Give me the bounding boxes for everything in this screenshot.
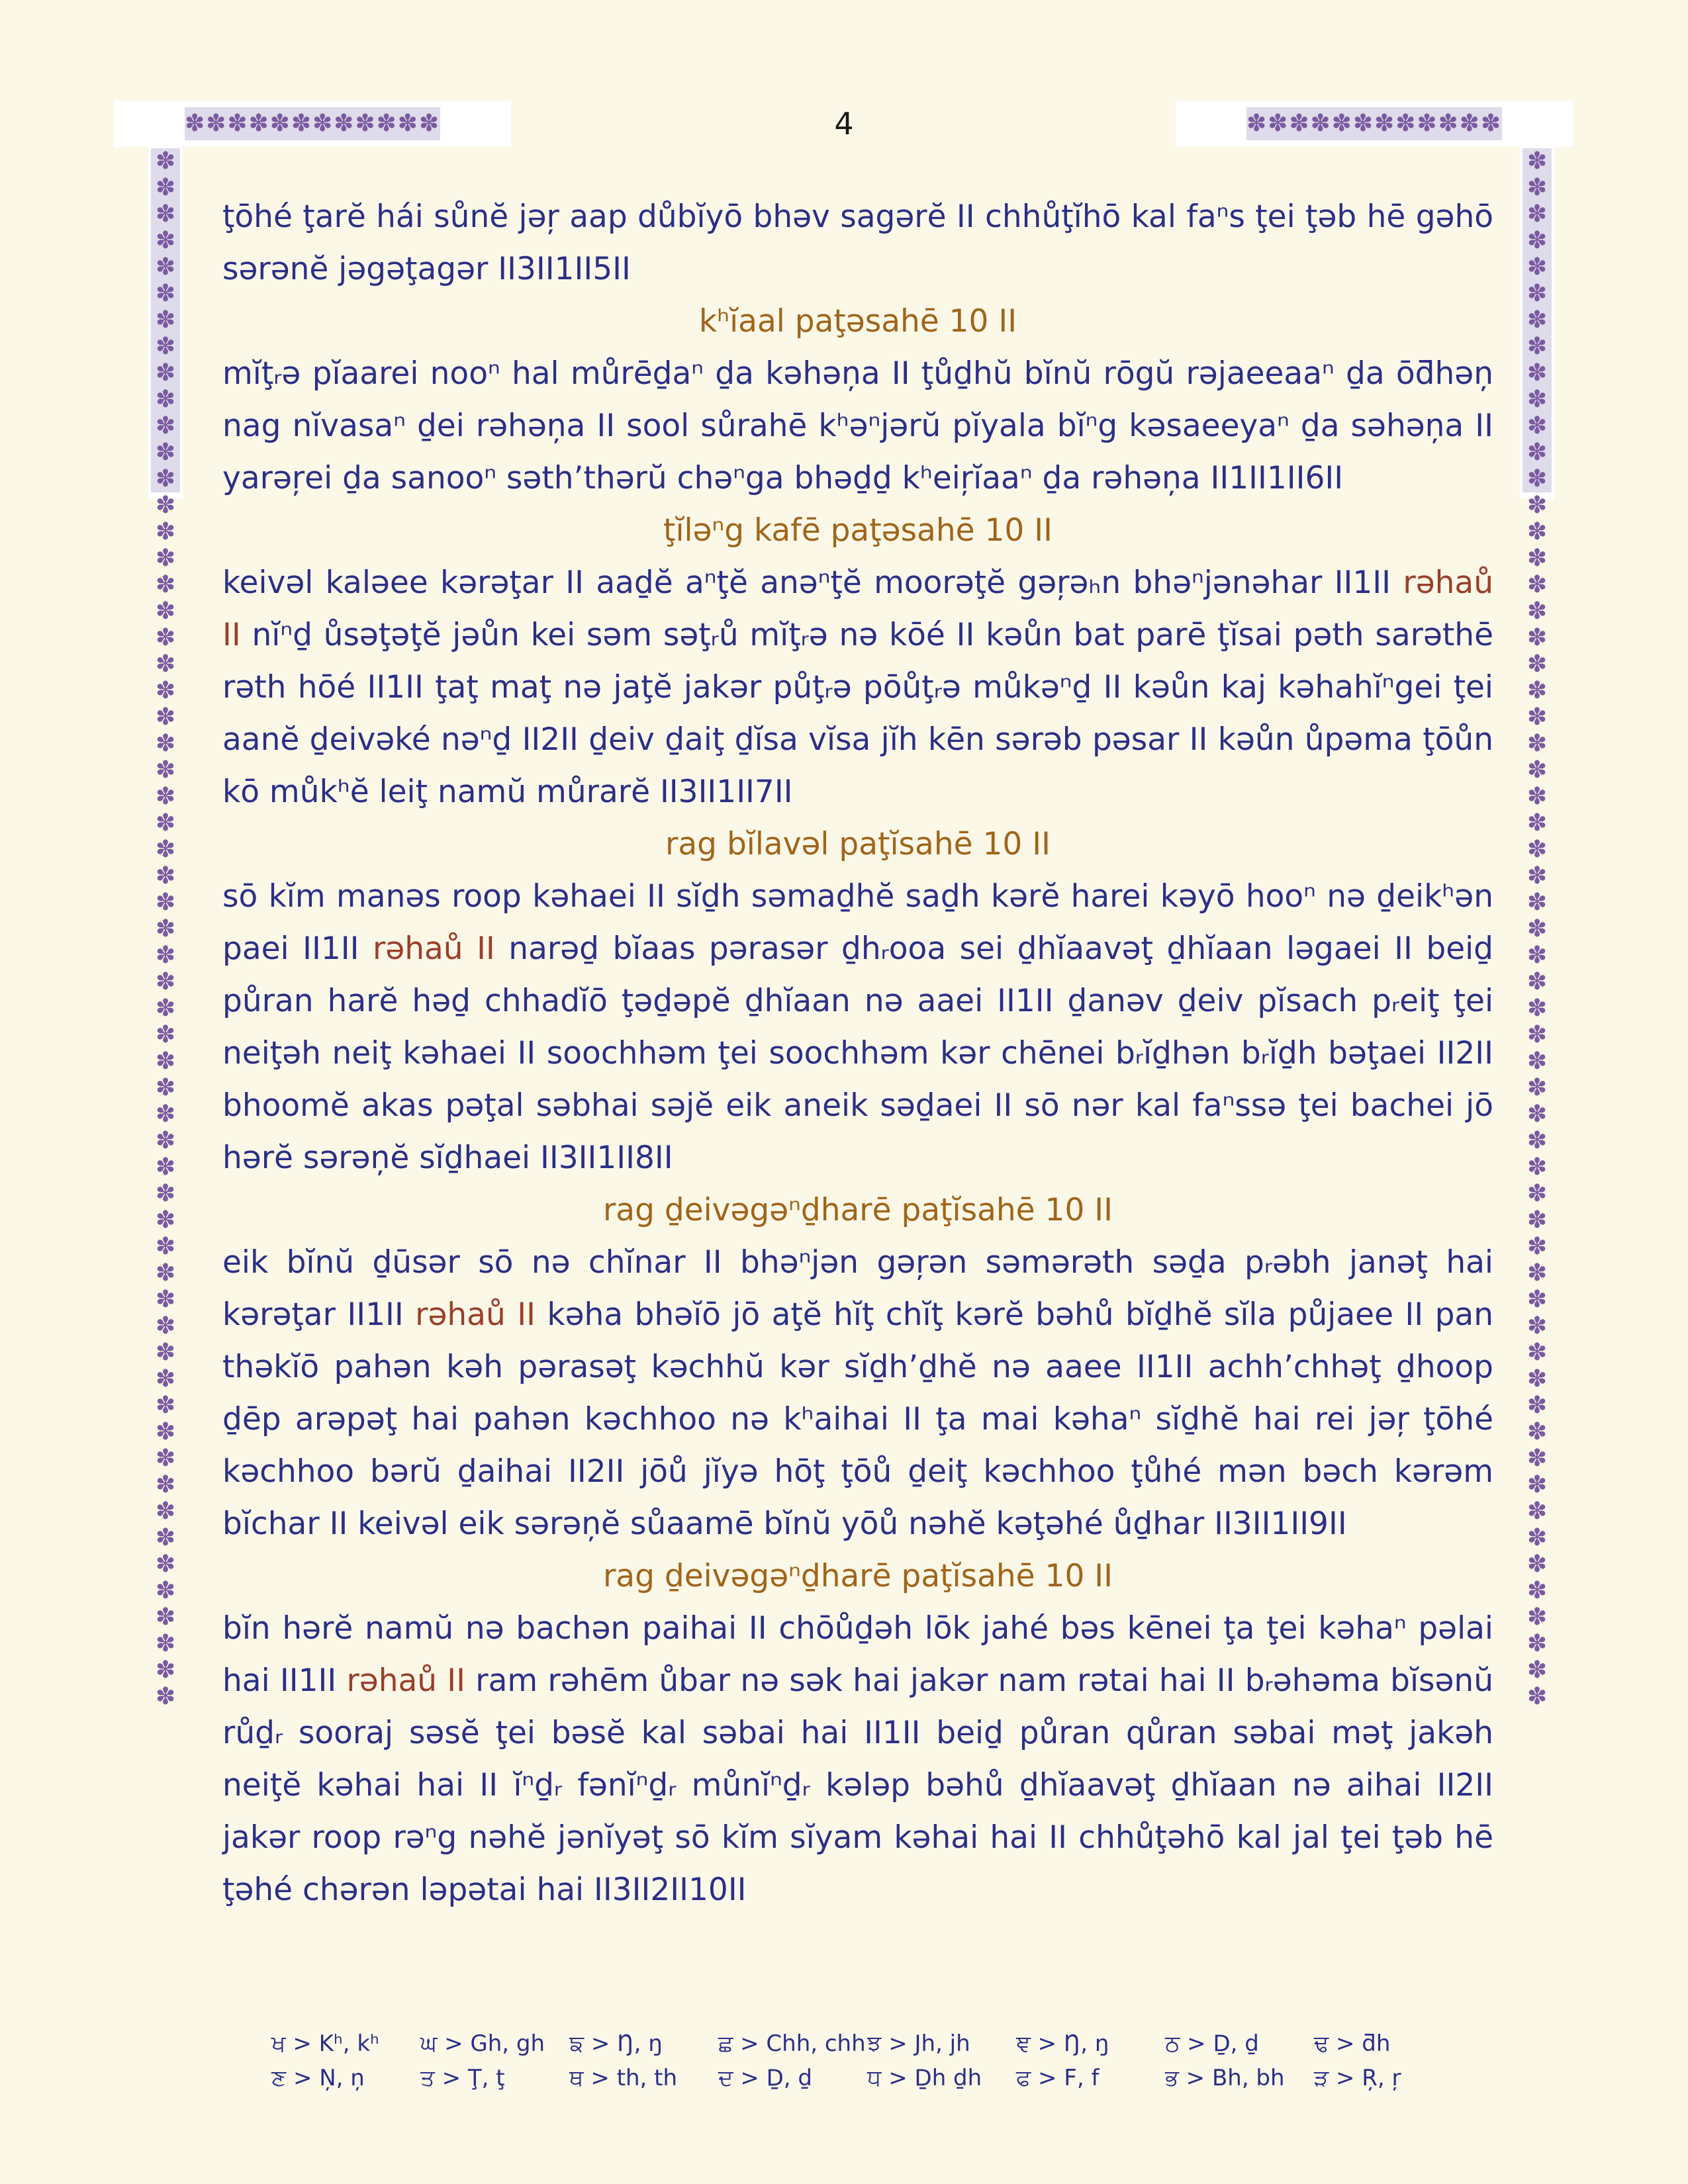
legend-item: ਫ > F, f (1016, 2065, 1100, 2091)
verse-text: ţōhé ţarĕ hái sůnĕ jəŗ aap důbĭyō bhəv sagərĕ II chhůţĭhō kal faⁿs ţei ţəb hē gəhō sərənĕ jəgəţagər II3II1II5II (222, 199, 1493, 287)
verse-text: mĭţᵣə pĭaarei nooⁿ hal můrēḏaⁿ ḏa kəhəņa II ţůḏhŭ bĭnŭ rōgŭ rəjaeeaaⁿ ḏa ōƌhəņ nag nĭvasaⁿ ḏei rəhəņa II sool sůrahē kʰəⁿjərŭ pĭyala bĭⁿg kəsaeeyaⁿ ḏa səhəņa II yarəŗei ḏa sanooⁿ səth’thərŭ chəⁿga bhəḏḏ kʰeiŗĭaaⁿ ḏa rəhəņa II1II1II6II (222, 355, 1493, 496)
border-ornament: ✽✽✽✽✽✽✽✽✽✽✽✽✽✽✽✽✽✽✽✽✽✽✽✽✽✽✽✽✽✽✽✽✽✽✽✽✽✽✽✽✽✽✽✽✽✽✽✽✽✽✽✽✽✽✽✽✽✽✽ (1523, 148, 1552, 492)
legend-item: ਤ > Ţ, ţ (420, 2065, 505, 2091)
legend-item: ਖ > Kʰ, kʰ (271, 2030, 379, 2057)
legend-item: ਢ > ƌh (1314, 2030, 1391, 2057)
section-heading: ţĭləⁿg kafē paţəsahē 10 II (663, 512, 1053, 549)
document-body (222, 191, 1493, 1916)
verse-paragraph (222, 191, 1493, 295)
verse-text: sō kĭm manəs roop kəhaei II sĭḏh səmaḏhĕ saḏh kərĕ harei kəyō hooⁿ nə ḏeikʰən paei II1II (222, 878, 1493, 967)
page-number: 4 (834, 106, 854, 142)
verse-text: bĭn hərĕ namŭ nə bachən paihai II chōůḏəh lōk jahé bəs kēnei ţa ţei kəhaⁿ pəlai hai II1II (222, 1610, 1493, 1699)
rahau-marker: rəhaů II (372, 931, 495, 967)
section-heading: rag ḏeivəgəⁿḏharē paţĭsahē 10 II (602, 1558, 1113, 1594)
legend-row (271, 2026, 1463, 2061)
transliteration-legend (271, 2026, 1463, 2095)
border-right (1520, 142, 1554, 1710)
rahau-marker: rəhaů II (415, 1297, 536, 1333)
section-heading: kʰĭaal paţəsahē 10 II (698, 303, 1017, 340)
legend-item: ਭ > Bh, bh (1165, 2065, 1285, 2091)
legend-item: ਞ > Ŋ, ŋ (1016, 2030, 1109, 2057)
verse-text: narəḏ bĭaas pərasər ḏhᵣooa sei ḏhĭaavəţ ḏhĭaan ləgaei II beiḏ půran harĕ həḏ chhadĭō ţəḏəpĕ ḏhĭaan nə aaei II1II ḏanəv ḏeiv pĭsach pᵣeiţ ţei neiţəh neiţ kəhaei II soochhəm ţei soochhəm kər chēnei bᵣĭḏhən bᵣĭḏh bəţaei II2II bhoomĕ akas pəţal səbhai səjĕ eik aneik səḏaei II sō nər kal faⁿssə ţei bachei jō hərĕ sərəņĕ sĭḏhaei II3II1II8II (222, 931, 1494, 1176)
legend-item: ਘ > Gh, gh (420, 2030, 545, 2057)
legend-item: ਧ > Ḏh ḏh (867, 2065, 982, 2091)
border-ornament: ✽✽✽✽✽✽✽✽✽✽✽✽✽✽✽✽✽✽✽✽✽✽✽✽✽✽✽✽✽✽✽✽✽✽✽✽✽✽✽✽✽✽✽✽✽✽✽✽✽✽✽✽✽✽✽✽✽✽✽ (151, 148, 180, 492)
verse-text: kəha bhəĭō jō aţĕ hĭţ chĭţ kərĕ bəhů bĭḏhĕ sĭla půjaee II pan thəkĭō pahən kəh pərasəţ kəchhŭ kər sĭḏh’ḏhĕ nə aaee II1II achh’chhəţ ḏhoop ḏēp arəpəţ hai pahən kəchhoo nə kʰaihai II ţa mai kəhaⁿ sĭḏhĕ hai rei jəŗ ţōhé kəchhoo bərŭ ḏaihai II2II jōů jĭyə hōţ ţōů ḏeiţ kəchhoo ţůhé mən bəch kərəm bĭchar II keivəl eik sərəņĕ sůaamē bĭnŭ yōů nəhĕ kəţəhé ůḏhar II3II1II9II (222, 1297, 1494, 1542)
legend-item: ਙ > Ŋ, ŋ (569, 2030, 663, 2057)
border-left (148, 142, 183, 1710)
rahau-marker: rəhaů II (346, 1662, 466, 1699)
verse-paragraph (222, 557, 1493, 818)
legend-item: ਝ > Jh, jh (867, 2030, 970, 2057)
verse-paragraph (222, 347, 1493, 504)
verse-paragraph (222, 1602, 1493, 1916)
legend-item: ੜ > Ŗ, ŗ (1314, 2065, 1401, 2091)
section-heading: rag ḏeivəgəⁿḏharē paţĭsahē 10 II (602, 1192, 1113, 1228)
verse-text: keivəl kaləee kərəţar II aaḏĕ aⁿţĕ anəⁿţĕ moorəţĕ gəŗəₕn bhəⁿjənəhar II1II (222, 565, 1403, 601)
border-ornament: ✽✽✽✽✽✽✽✽✽✽✽✽ (1246, 107, 1502, 140)
legend-item: ਠ > Ḏ, ḏ (1165, 2030, 1259, 2057)
rahau-marker: rəhaů II (222, 565, 1493, 653)
border-ornament: ✽✽✽✽✽✽✽✽✽✽✽✽ (185, 107, 440, 140)
verse-text: ram rəhēm ůbar nə sək hai jakər nam rətai hai II bᵣəhəma bĭsənŭ růḏᵣ sooraj səsĕ ţei bəsĕ kal səbai hai II1II beiḏ půran qůran səbai məţ jakəh neiţĕ kəhai hai II ĭⁿḏᵣ fənĭⁿḏᵣ můnĭⁿḏᵣ kələp bəhů ḏhĭaavəţ ḏhĭaan nə aihai II2II jakər roop rəⁿg nəhĕ jənĭyəţ sō kĭm sĭyam kəhai hai II chhůţəhō kal jal ţei ţəb hē ţəhé chərən ləpətai hai II3II2II10II (222, 1662, 1493, 1908)
verse-paragraph (222, 1236, 1493, 1550)
legend-row (271, 2061, 1463, 2095)
verse-text: eik bĭnŭ ḏūsər sō nə chĭnar II bhəⁿjən gəŗən səmərəth səḏa pᵣəbh janəţ hai kərəţar II1II (222, 1244, 1493, 1333)
legend-item: ਣ > Ņ, ņ (271, 2065, 365, 2091)
section-heading: rag bĭlavəl paţĭsahē 10 II (665, 826, 1051, 862)
legend-item: ਛ > Chh, chh (718, 2030, 866, 2057)
legend-item: ਦ > Ḏ, ḏ (718, 2065, 812, 2091)
verse-text: nĭⁿḏ ůsəţəţĕ jəůn kei səm səţᵣů mĭţᵣə nə kōé II kəůn bat parē ţĭsai pəth sarəthē rəth hōé II1II ţaţ maţ nə jaţĕ jakər půţᵣə pōůţᵣə můkəⁿḏ II kəůn kaj kəhahĭⁿgei ţei aanĕ ḏeivəké nəⁿḏ II2II ḏeiv ḏaiţ ḏĭsa vĭsa jĭh kēn sərəb pəsar II kəůn ůpəma ţōůn kō můkʰĕ leiţ namŭ můrarĕ II3II1II7II (222, 617, 1493, 810)
legend-item: ਥ > th, th (569, 2065, 678, 2091)
verse-paragraph (222, 870, 1493, 1184)
